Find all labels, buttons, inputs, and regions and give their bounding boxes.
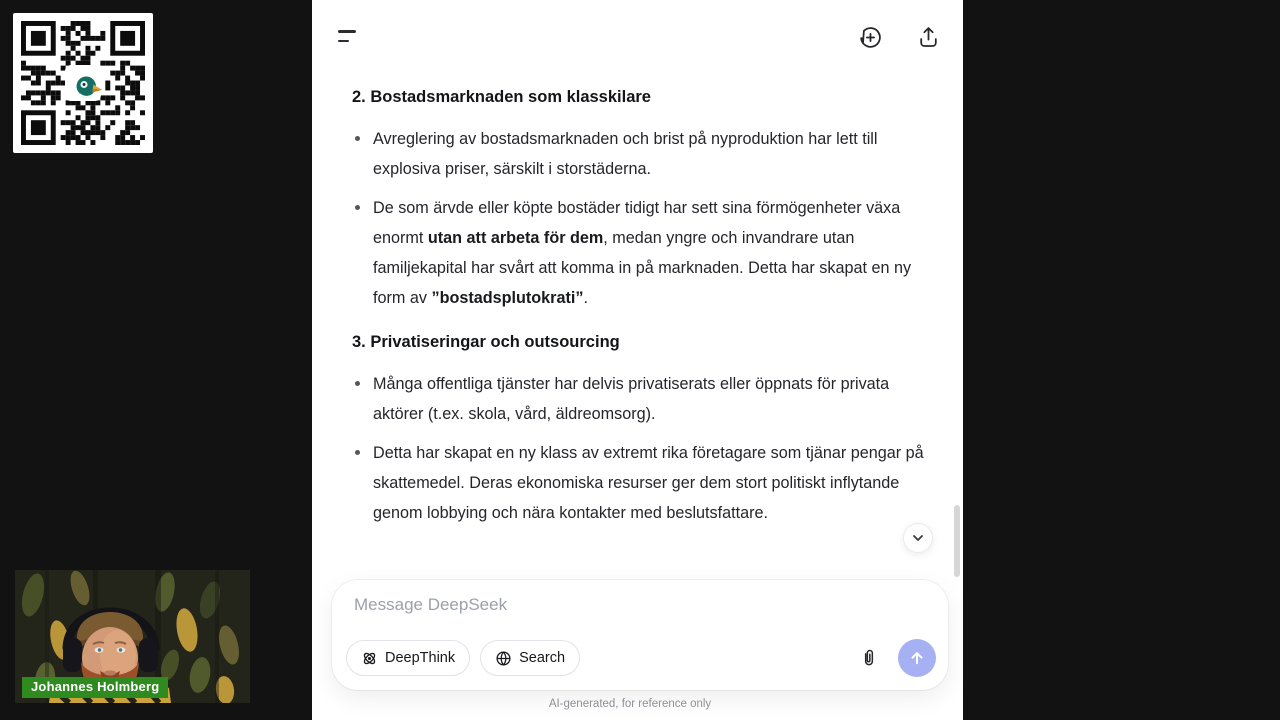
bullet-dot [355, 381, 360, 386]
chevron-down-icon [911, 531, 925, 545]
search-label: Search [519, 650, 566, 666]
sidebar-toggle-icon[interactable] [338, 28, 358, 44]
bullet-dot [355, 205, 360, 210]
arrow-up-icon [908, 649, 926, 667]
composer [332, 580, 948, 690]
webcam-name-tag: Johannes Holmberg [22, 677, 168, 698]
chat-panel [312, 0, 963, 720]
message-input[interactable]: Message DeepSeek [354, 595, 508, 614]
webcam-overlay [15, 570, 250, 703]
bullet-item: Många offentliga tjänster har delvis privatiserats eller öppnats för privata aktörer (t.ex. skola, vård, äldreomsorg). [352, 369, 930, 429]
send-button[interactable] [898, 639, 936, 677]
globe-icon [495, 650, 512, 667]
assistant-message [352, 88, 930, 537]
share-icon[interactable] [915, 24, 941, 50]
chat-topbar [312, 0, 963, 64]
deepthink-label: DeepThink [385, 650, 456, 666]
message-heading: 3. Privatiseringar och outsourcing [352, 333, 620, 351]
message-heading: 2. Bostadsmarknaden som klasskilare [352, 88, 651, 106]
bullet-item: De som ärvde eller köpte bostäder tidigt har sett sina förmögenheter växa enormt utan att arbeta för dem, medan yngre och invandrare utan familjekapital har svårt att komma in på marknaden. Detta har skapat en ny form av ”bostadsplutokrati”. [352, 193, 930, 313]
scrollbar-thumb[interactable] [954, 505, 960, 577]
deepthink-button[interactable] [346, 640, 470, 676]
bullet-dot [355, 450, 360, 455]
bullet-item: Detta har skapat en ny klass av extremt rika företagare som tjänar pengar på skattemedel. Deras ekonomiska resurser ger dem stort politiskt inflytande genom lobbying och nära kontakter med beslutsfattare. [352, 438, 930, 528]
bullet-dot [355, 136, 360, 141]
search-button[interactable] [480, 640, 580, 676]
disclaimer-text: AI-generated, for reference only [548, 698, 712, 710]
bullet-item: Avreglering av bostadsmarknaden och brist på nyproduktion har lett till explosiva priser, särskilt i storstäderna. [352, 124, 930, 184]
atom-icon [361, 650, 378, 667]
qr-code [13, 13, 153, 153]
duck-logo-icon [65, 65, 101, 101]
scroll-to-bottom-button[interactable] [903, 523, 933, 553]
new-chat-icon[interactable] [857, 24, 883, 50]
paperclip-icon [859, 648, 879, 668]
attach-button[interactable] [856, 645, 882, 671]
